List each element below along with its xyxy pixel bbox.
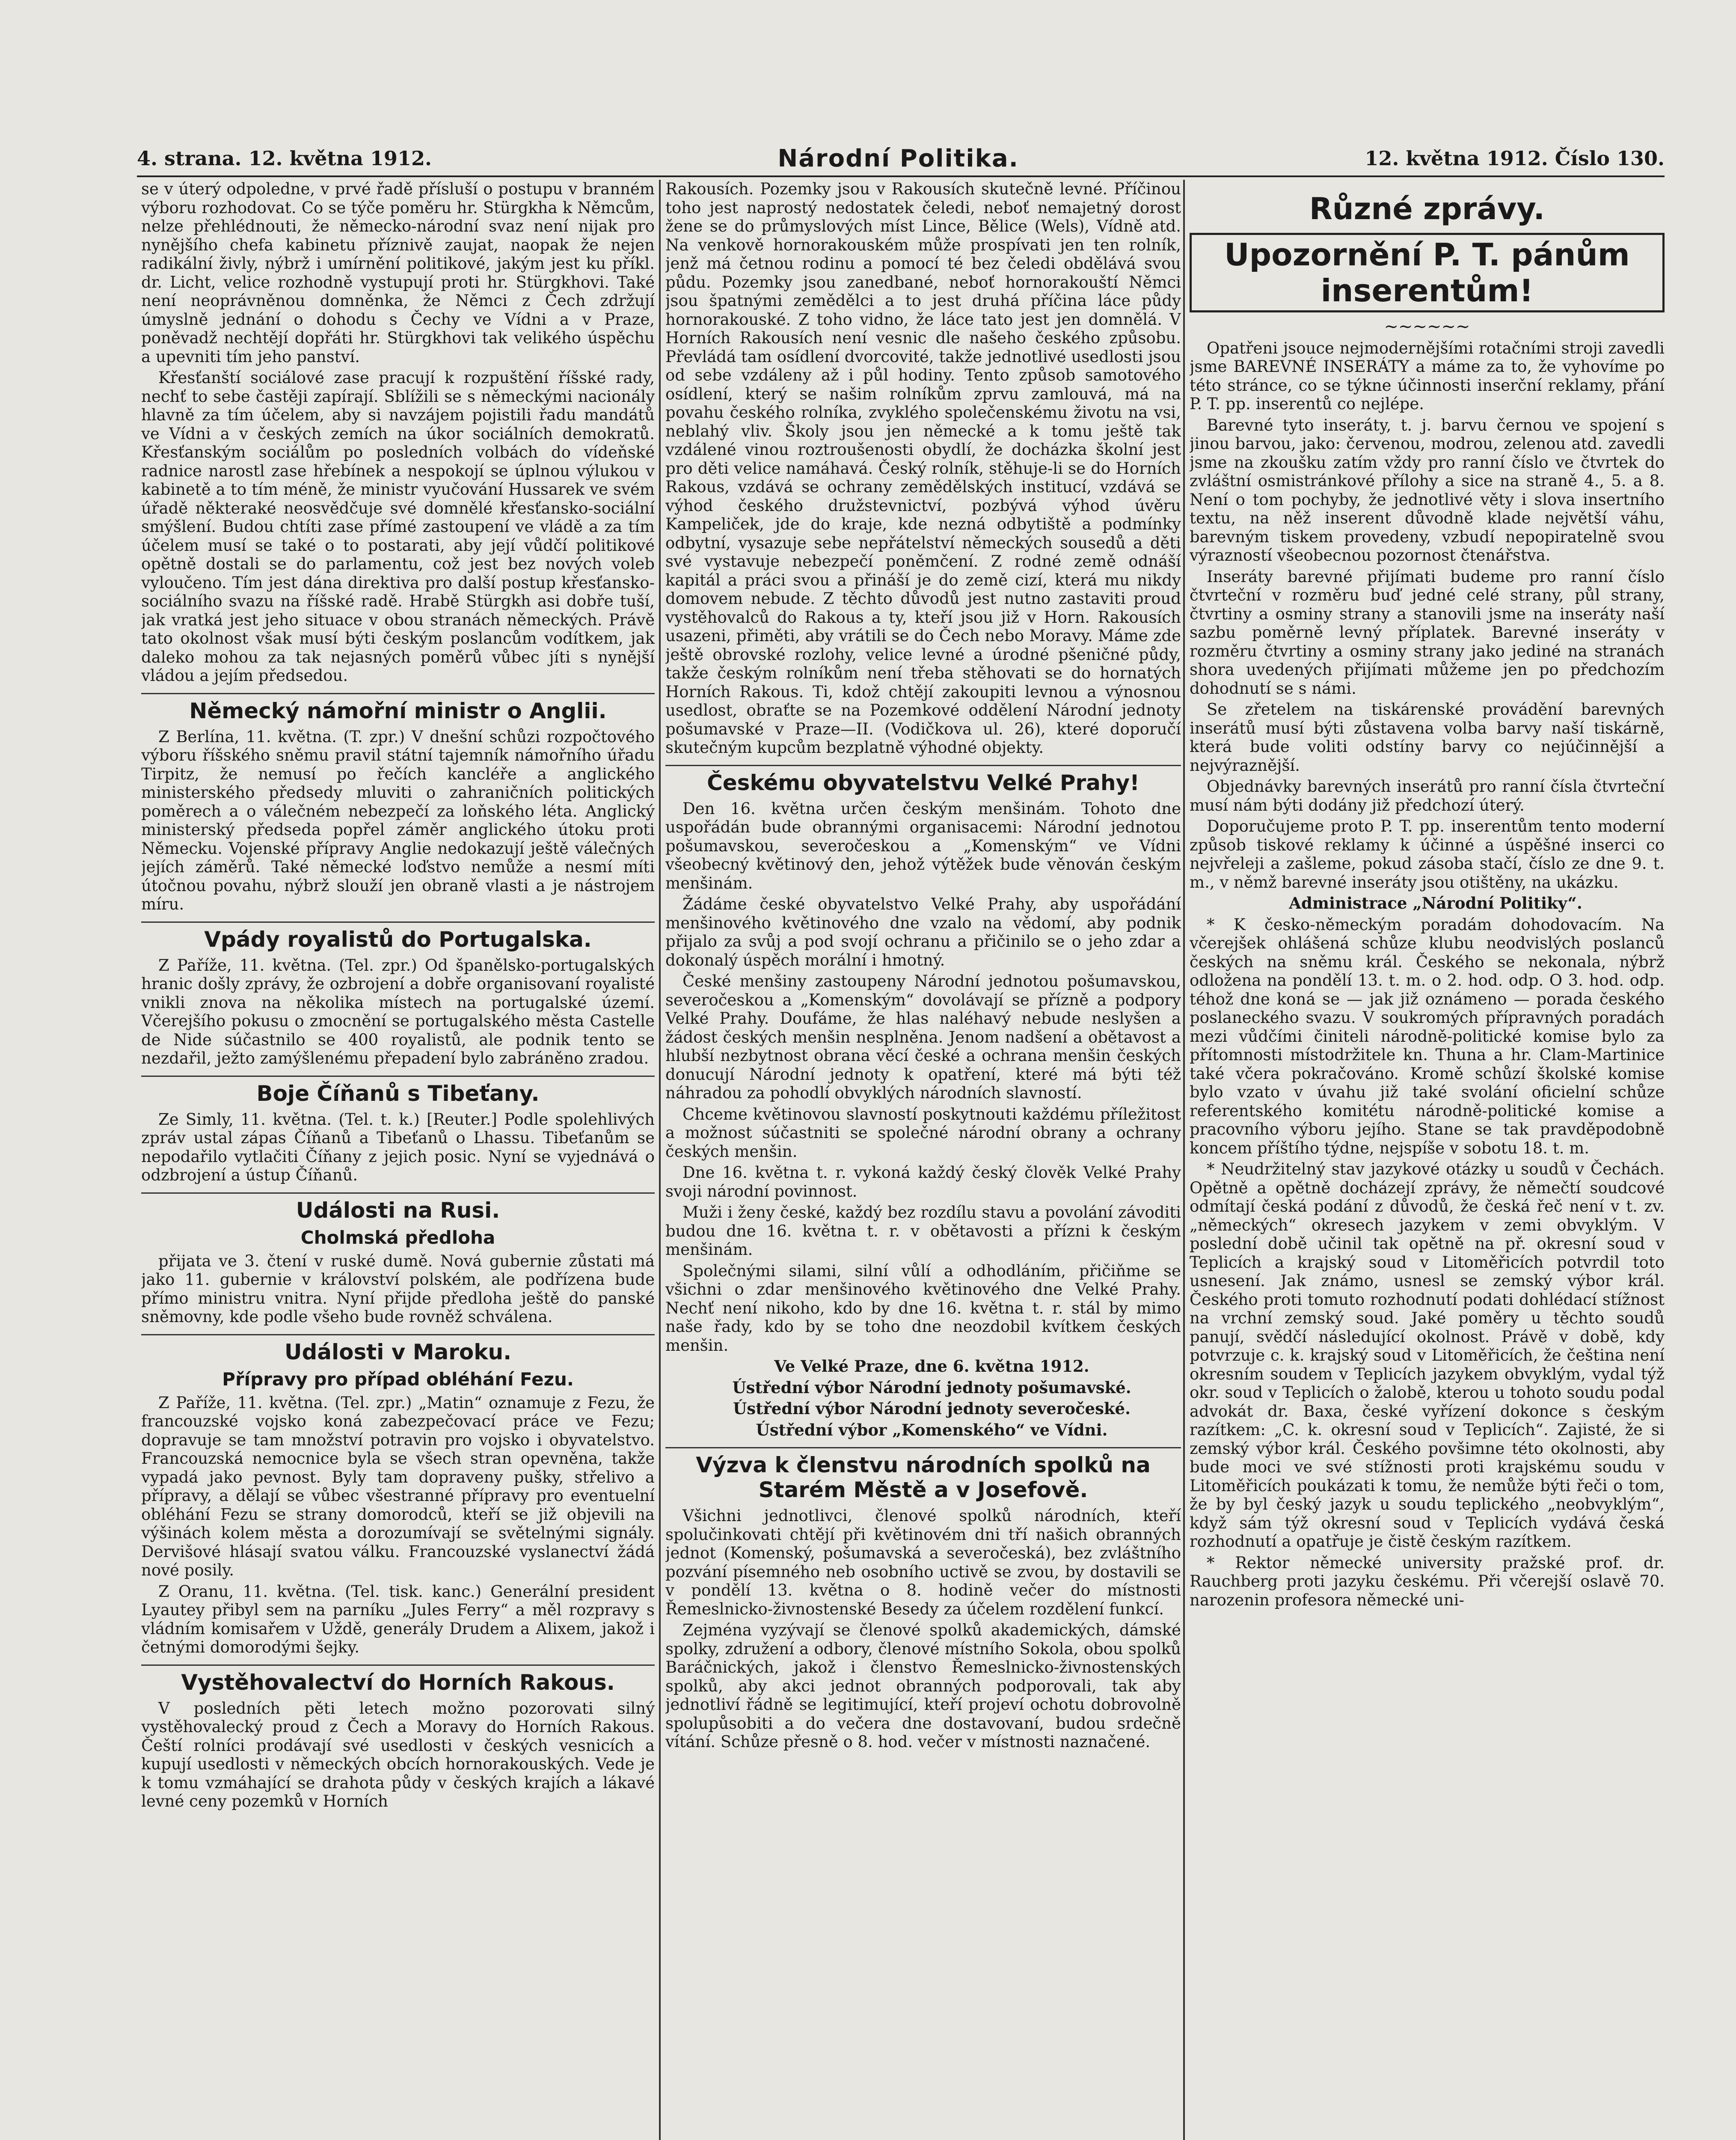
column-1 [141,180,655,2140]
article-subheading: Cholmská předloha [300,1227,496,1248]
dateline: Ve Velké Praze, dne 6. května 1912. [774,1357,1089,1376]
page-header [137,143,1665,173]
paragraph: Všichni jednotlivci, členové spolků národních, kteří spolučinkovati chtějí při květinovém dni tří našich obranných jednot (Komenský, pošumavská a severočeská), bez zvláštního pozvání písemného neb osobního uctivě se zvou, by dostavili se v pondělí 13. května o 8. hodině večer do místnosti Řemeslnicko-živnostenské Besedy za účelem rozdělení funkcí. [665,1507,1181,1618]
article-heading: Vpády royalistů do Portugalska. [141,921,655,952]
paragraph: přijata ve 3. čtení v ruské dumě. Nová gubernie zůstati má jako 11. gubernie v království polském, ale podřízena bude přímo ministru vnitra. Nyní přijde předloha ještě do panské sněmovny, kde podle všeho bude rovněž schválena. [141,1251,655,1326]
header-right: 12. května 1912. Číslo 130. [1365,147,1665,170]
paragraph: Z Paříže, 11. května. (Tel. zpr.) „Matin“ oznamuje z Fezu, že francouzské vojsko koná zabezpečovací práce ve Fezu; dopravuje se tam množství potravin pro vojsko i obyvatelstvo. Francouzská nemocnice byla se všech stran opevněna, takže vypadá jako pevnost. Byly tam dopraveny pušky, střelivo a přípravy, a dělají se vůbec všestranné přípravy pro eventuelní obléhání Fezu se strany domorodců, kteří se již objevili na výšinách kolem města a dorozumívají se světelnými signály. Dervišové hlásají svatou válku. Francouzské vyslanectví žádá nové posily. [141,1393,655,1579]
paragraph: Den 16. května určen českým menšinám. Tohoto dne uspořádán bude obrannými organisacemi: Národní jednotou pošumavskou, severočeskou a „Komenským“ ve Vídni všeobecný květinový den, jehož výtěžek bude věnován českým menšinám. [665,799,1181,892]
article-heading: Německý námořní ministr o Anglii. [141,693,655,723]
column-2 [665,180,1181,2140]
paragraph: Dne 16. května t. r. vykoná každý český člověk Velké Prahy svoji národní povinnost. [665,1163,1181,1201]
column-rule-2 [1183,180,1185,2140]
article-heading: Vystěhovalectví do Horních Rakous. [141,1664,655,1695]
paragraph: Ze Simly, 11. května. (Tel. t. k.) [Reuter.] Podle spolehlivých zpráv ustal zápas Číňanů a Tibeťanů o Lhassu. Tibeťanům se nepodařilo vytlačiti Číňany z jejich posic. Nyní se vyjednává o odzbrojení a ústup Číňanů. [141,1110,655,1184]
paragraph: Opatřeni jsouce nejmodernějšími rotačními stroji zavedli jsme BAREVNÉ INSERÁTY a máme za to, že vyhovíme po této stránce, co se týkne účinnosti inserční reklamy, přání P. T. pp. inserentů co nejlépe. [1190,339,1665,413]
paragraph: Z Berlína, 11. května. (T. zpr.) V dnešní schůzi rozpočtového výboru říšského sněmu pravil státní tajemník námořního úřadu Tirpitz, že nemusí po řečích kancléře a anglického ministerského předsedy mluviti o zahraničních politických poměrech a o válečném nebezpečí za loňského léta. Anglický ministerský předseda popřel záměr anglického útoku proti Německu. Vojenské přípravy Anglie nedokazují ještě válečných jejích záměrů. Také německé loďstvo nemůže a nesmí míti útočnou povahu, nýbrž slouží jen obraně vlasti a je nástrojem míru. [141,727,655,913]
paragraph: * Rektor německé university pražské prof. dr. Rauchberg proti jazyku českému. Při včerejší oslavě 70. narozenin profesora německé uni- [1190,1553,1665,1609]
column-3 [1190,180,1665,2140]
paragraph: V posledních pěti letech možno pozorovati silný vystěhovalecký proud z Čech a Moravy do Horních Rakous. Čeští rolníci prodávají své usedlosti v českých vesnicích a kupují usedlosti v německých obcích hornorakouských. Vede je k tomu vzmáhající se drahota půdy v českých krajích a lákavé levné ceny pozemků v Horních [141,1699,655,1810]
paragraph: se v úterý odpoledne, v prvé řadě přísluší o postupu v branném výboru rozhodovat. Co se týče poměru hr. Stürgkha k Němcům, nelze přehlédnouti, že německo-národní svaz není nijak pro nynějšího chefa kabinetu příznivě zaujat, naopak že nejen radikální živly, nýbrž i umírnění politikové, jakým jest ku příkl. dr. Licht, velice rozhodně vystupují proti hr. Stürgkhovi. Také není neoprávněnou domněnka, že Němci z Čech zdržují úmyslně jednání o dohodu s Čechy ve Vídni a v Praze, poněvadž nechtějí dopřáti hr. Stürgkhovi tak velikého úspěchu a upevniti tím jeho panství. [141,180,655,366]
paragraph: Chceme květinovou slavností poskytnouti každému příležitost a možnost súčastniti se společné národní obrany a ochrany českých menšin. [665,1105,1181,1161]
masthead: Národní Politika. [777,144,1019,172]
paragraph: Rakousích. Pozemky jsou v Rakousích skutečně levné. Příčinou toho jest naprostý nedostatek čeledi, neboť nemajetný dorost žene se do průmyslových míst Lince, Bělice (Wels), Vídně atd. Na venkově hornorakouském může prospívati jen ten rolník, jenž má četnou rodinu a pomocí té bez čeledi obdělává svou půdu. Pozemky jsou zanedbané, neboť hornorakouští Němci jsou špatnými zemědělci a to jest druhá příčina láce půdy hornorakouské. Z toho vidno, že láce tato jest jen domnělá. V Horních Rakousích není vesnic dle našeho českého způsobu. Převládá tam osídlení dvorcovité, takže jednotlivé usedlosti jsou od sebe vzdáleny až i půl hodiny. Tento způsob samotového osídlení, který se našim rolníkům zprvu zamlouvá, má na povahu českého rolníka, zvyklého společenskému životu na vsi, neblahý vliv. Školy jsou jen německé a k tomu ještě tak vzdálené vinou roztroušenosti obydlí, že docházka školní jest pro děti velice namáhavá. Český rolník, stěhuje-li se do Horních Rakous, vzdává se ochrany zemědělských institucí, vzdává se výhod českého družstevnictví, pozbývá výhod úvěru Kampeliček, jde do kraje, kde nezná odbytiště a podmínky odbytní, vysazuje sebe nepřátelství německých sousedů a děti své vystavuje nebezpečí poněmčení. Z rodné země odnáší kapitál a práci svou a přináší je do země cizí, která mu nikdy domovem nebude. Z těchto důvodů jest nutno zastaviti proud vystěhovalců do Rakous a ty, kteří jsou již v Horn. Rakousích usazeni, přiměti, aby vrátili se do Čech nebo Moravy. Máme zde ještě obrovské rozlohy, velice levné a úrodné pšeničné půdy, takže českým rolníkům není třeba stěhovati se do hornatých Horních Rakous. Ti, kdož chtějí zakoupiti levnou a výnosnou usedlost, obraťte se na Pozemkové oddělení Národní jednoty pošumavské v Praze—II. (Vodičkova ul. 26), které doporučí skutečným kupcům bezplatně výhodné objekty. [665,180,1181,757]
article-heading: Českému obyvatelstvu Velké Prahy! [665,765,1181,795]
notice-heading: Upozornění P. T. pánům inserentům! [1190,233,1665,312]
paragraph: Doporučujeme proto P. T. pp. inserentům tento moderní způsob tiskové reklamy k účinné a úspěšné inserci co nejvřeleji a zašleme, pokud zásoba stačí, číslo ze dne 9. t. m., v němž barevné inseráty jsou otištěny, na ukázku. [1190,817,1665,892]
signature: Ústřední výbor Národní jednoty pošumavské. [732,1378,1131,1397]
paragraph: Společnými silami, silní vůlí a odhodláním, přičiňme se všichni o zdar menšinového květinového dne Velké Prahy. Nechť není nikoho, kdo by dne 16. května t. r. stál by mimo naše řady, kdo by se toho dne neozdobil kvítkem českých menšin. [665,1261,1181,1355]
article-heading: Výzva k členstvu národních spolků na Starém Městě a v Josefově. [665,1447,1181,1502]
paragraph: Objednávky barevných inserátů pro ranní čísla čtvrteční musí nám býti dodány již předchozí úterý. [1190,777,1665,814]
paragraph: Muži i ženy české, každý bez rozdílu stavu a povolání závoditi budou dne 16. května t. r. v obětavosti a přízni k českým menšinám. [665,1203,1181,1259]
signature: Administrace „Národní Politiky“. [1289,894,1582,912]
paragraph: Se zřetelem na tiskárenské provádění barevných inserátů musí býti zůstavena volba barvy naší tiskárně, která bude voliti odstíny barvy co nejúčinnější a nejvýraznější. [1190,700,1665,775]
ornament: ~~~~~~ [1384,317,1470,336]
article-heading: Události v Maroku. [141,1334,655,1364]
header-rule [137,175,1665,177]
paragraph: * Neudržitelný stav jazykové otázky u soudů v Čechách. Opětně a opětně docházejí zprávy, že němečtí soudcové odmítají česká podání z důvodů, že česká řeč není v t. zv. „německých“ okresech jazykem v zemi obvyklým. V poslední době učinil tak opětně na př. okresní soud v Teplicích a krajský soud v Litoměřicích potvrdil toto usnesení. Jak známo, usnesl se zemský výbor král. Českého proti tomuto rozhodnutí podati dohlédací stížnost na vrchní zemský soud. Jaké poměry u těchto soudů panují, svědčí následující okolnost. Právě v době, kdy potvrzuje c. k. krajský soud v Litoměřicích, že čeština není okresním soudem v Teplicích jazykem obvyklým, vydal týž okr. soud v Teplicích o žalobě, kterou u tohoto soudu podal advokát dr. Baxa, české vyřízení dokonce s českým razítkem: „C. k. okresní soud v Teplicích“. Zajisté, že si zemský výbor král. Českého povšimne této okolnosti, aby bude moci ve své stížnosti proti krajskému soudu v Litoměřicích poukázati k tomu, že nemůže býti řeči o tom, že by byl český jazyk u soudu teplického „neobvyklým“, když sám týž okresní soud v Teplicích vydává česká rozhodnutí a opatřuje je čistě českým razítkem. [1190,1160,1665,1551]
paragraph: Zejména vyzývají se členové spolků akademických, dámské spolky, združení a odbory, členové místního Sokola, obou spolků Baráčnických, jakož i členstvo Řemeslnicko-živnostenských spolků, aby akci jednot obranných podporovali, tak aby jednotliví řádně se legitimující, kteří projeví ochotu dobrovolně spolupůsobiti a do večera dne dostavovaní, budou srdečně vítání. Schůze přesně o 8. hod. večer v místnosti naznačené. [665,1621,1181,1751]
article-subheading: Přípravy pro případ obléhání Fezu. [222,1368,574,1390]
paragraph: Z Paříže, 11. května. (Tel. zpr.) Od španělsko-portugalských hranic došly zprávy, že ozbrojení a dobře organisovaní royalisté vnikli znova na několika místech na portugalské území. Včerejšího pokusu o zmocnění se portugalského města Castelle de Nide súčastnilo se 400 royalistů, ale podnik tento se nezdařil, ježto zamýšlenému přepadení bylo zabráněno zradou. [141,956,655,1067]
article-heading: Boje Číňanů s Tibeťany. [141,1076,655,1106]
column-rule-1 [659,180,661,2140]
paragraph: * K česko-německým poradám dohodovacím. Na včerejšek ohlášená schůze klubu neodvislých poslanců českých na sněmu král. Českého se nekonala, nýbrž odložena na pondělí 13. t. m. o 2. hod. odp. O 3. hod. odp. téhož dne koná se — jak již oznámeno — porada českého poslaneckého svazu. V soukromých přípravných poradách mezi vůdčími činiteli národně-politické komise bylo za přítomnosti místodržitele kn. Thuna a hr. Clam-Martinice také včera pokračováno. Kromě schůzí školské komise bylo vzato v úvahu již také svolání oficielní schůze referentského komitétu národně-politické komise a pracovního výboru jejího. Stane se tak pravděpodobně koncem příštího týdne, nejspíše v sobotu 18. t. m. [1190,915,1665,1157]
paragraph: Žádáme české obyvatelstvo Velké Prahy, aby uspořádání menšinového květinového dne vzalo na vědomí, aby podnik přijalo za svůj a pod svojí ochranu a přičinilo se o jeho zdar a dokonalý úspěch morální i hmotný. [665,895,1181,969]
signature: Ústřední výbor Národní jednoty severočeské. [733,1399,1131,1418]
signature: Ústřední výbor „Komenského“ ve Vídni. [756,1420,1108,1439]
paragraph: Inseráty barevné přijímati budeme pro ranní číslo čtvrteční v rozměru buď jedné celé strany, půl strany, čtvrtiny a osminy strany a stanovili jsme na inseráty naší sazbu poměrně levný příplatek. Barevné inseráty v rozměru čtvrtiny a osminy strany jako jediné na stranách shora uvedených přijímati můžeme jen po předchozím dohodnutí se s námi. [1190,567,1665,698]
section-heading: Různé zprávy. [1309,191,1545,226]
article-heading: Události na Rusi. [141,1192,655,1223]
paragraph: Barevné tyto inseráty, t. j. barvu černou ve spojení s jinou barvou, jako: červenou, modrou, zelenou atd. zavedli jsme na zkoušku zatím vždy pro ranní číslo ve čtvrtek do zvláštní osmistránkové přílohy a sice na straně 4., 5. a 8. Není o tom pochyby, že jednotlivé věty i slova insertního textu, na něž inserent důvodně klade největší váhu, barevným tiskem provedeny, vzbudí nepopiratelně svou výrazností všeobecnou pozornost čtenářstva. [1190,416,1665,565]
header-left: 4. strana. 12. května 1912. [137,147,432,170]
paragraph: České menšiny zastoupeny Národní jednotou pošumavskou, severočeskou a „Komenským“ dovolávají se přízně a podpory Velké Prahy. Doufáme, že hlas naléhavý nebude neslyšen a žádost českých menšin nesplněna. Jenom nadšení a obětavost a hlubší nezbytnost obrana věcí české a ochrana menšin českých donucují Národní jednoty k opatření, které má býti též náhradou za pohodlí obvyklých národních slavností. [665,972,1181,1102]
paragraph: Z Oranu, 11. května. (Tel. tisk. kanc.) Generální president Lyautey přibyl sem na parníku „Jules Ferry“ a měl rozpravy s vládním komisařem v Uždě, generály Drudem a Alixem, jakož i četnými domorodými šejky. [141,1582,655,1656]
paragraph: Křesťanští sociálové zase pracují k rozpuštění říšské rady, nechť to sebe častěji zapírají. Sblížili se s německými nacionály hlavně za tím účelem, aby si navzájem pojistili řadu mandátů ve Vídni a v českých zemích na úkor sociálních demokratů. Křesťanským sociálům po posledních volbách do vídeňské radnice narostl zase hřebínek a nespokojí se úplnou výlukou v kabinetě a to tím méně, že ministr vyučování Hussarek ve svém úřadě některaké neosvědčuje své domnělé křesťansko-sociální smýšlení. Budou chtíti zase přímé zastoupení ve vládě a za tím účelem musí se také o to postarati, aby její vůdčí politikové opětně dostali se do parlamentu, což jest bez nových voleb vyloučeno. Tím jest dána direktiva pro další postup křesťansko-sociálního svazu na říšské radě. Hrabě Stürgkh asi dobře tuší, jak vratká jest jeho situace v obou stranách německých. Právě tato okolnost však musí býti českým poslancům vodítkem, jak daleko mohou za tak nejasných poměrů vůbec jíti s nynější vládou a jejím předsedou. [141,369,655,685]
